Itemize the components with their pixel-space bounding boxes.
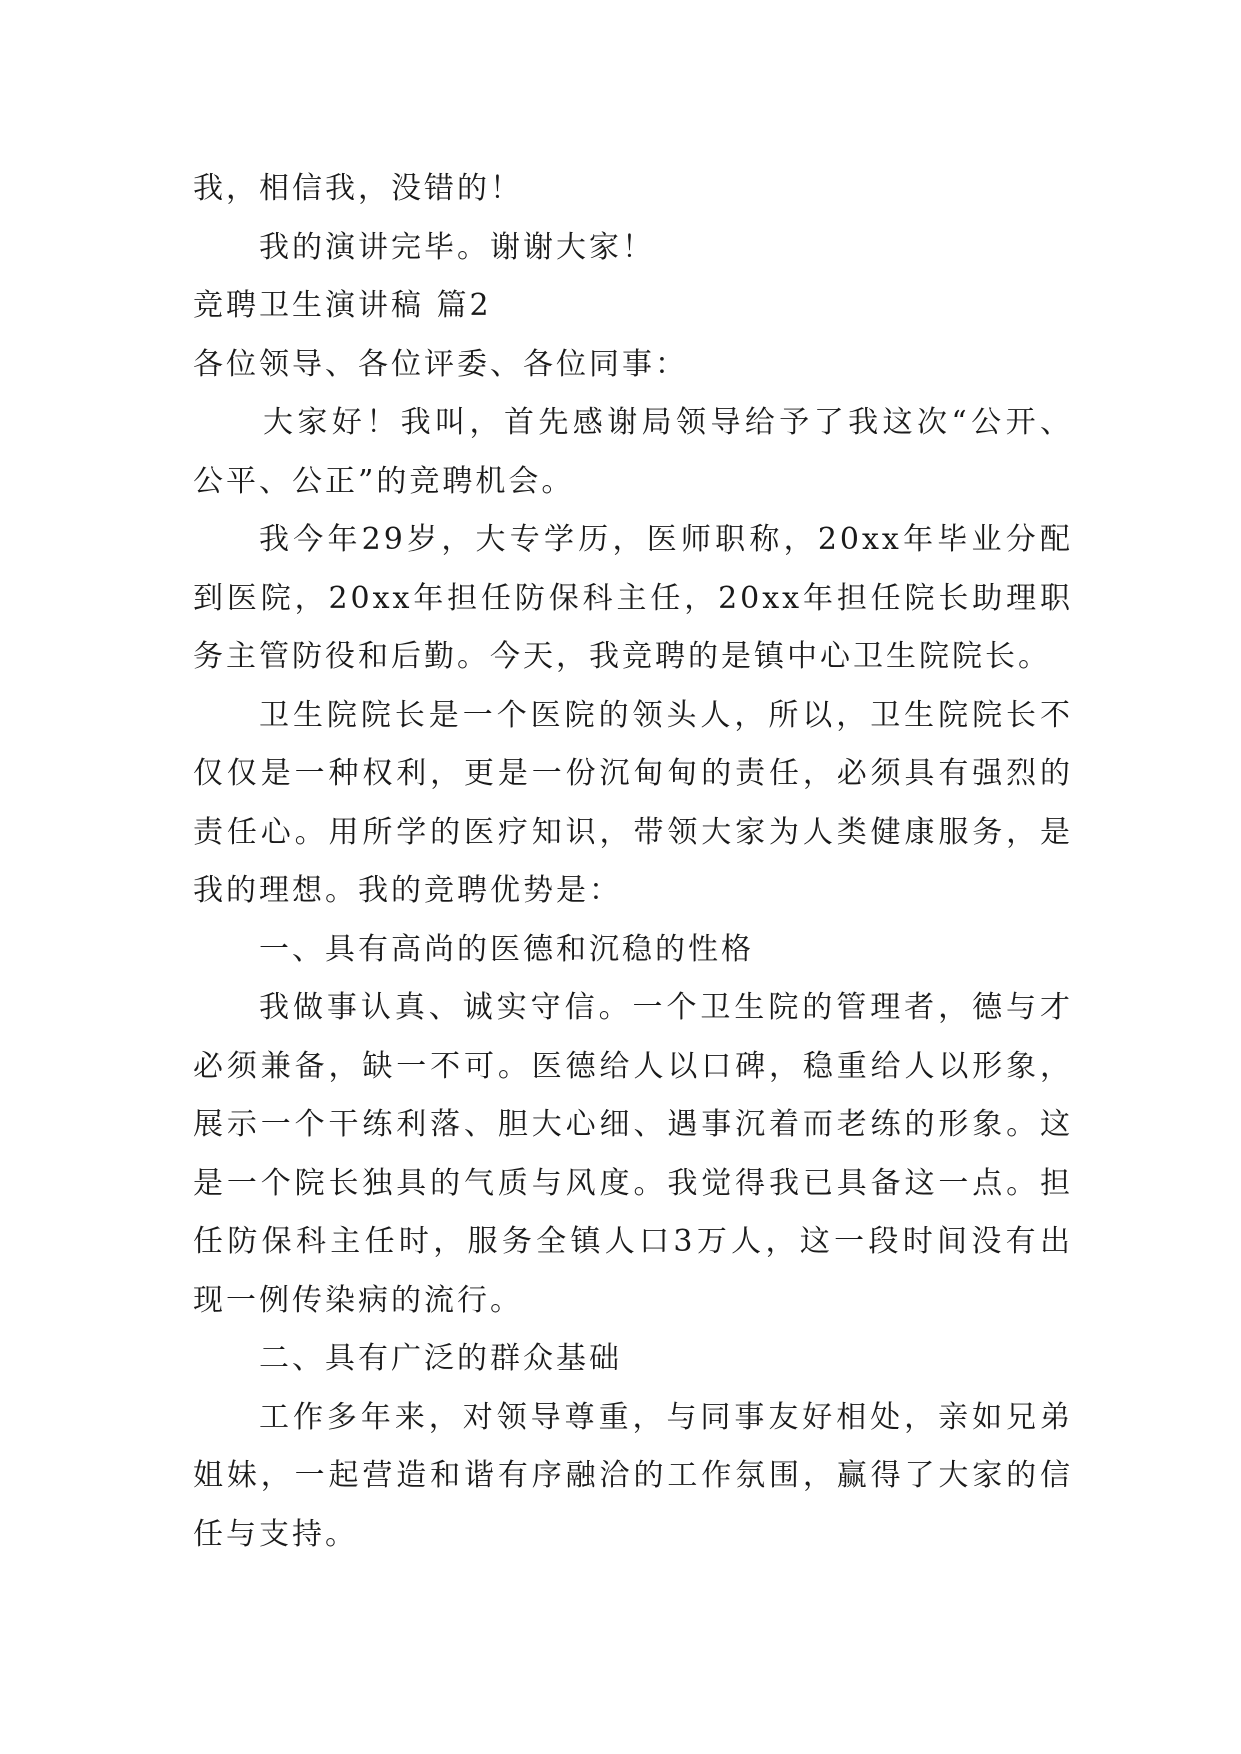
advantage-one-paragraph: 我做事认真、诚实守信。一个卫生院的管理者，德与才必须兼备，缺一不可。医德给人以口碑，稳重给人以形象，展示一个干练利落、胆大心细、遇事沉着而老练的形象。这是一个院长独具的气质与风度。我觉得我已具备这一点。担任防保科主任时，服务全镇人口3万人，这一段时间没有出现一例传染病的流行。: [193, 990, 1073, 1318]
salutation: 各位领导、各位评委、各位同事：: [193, 346, 688, 382]
role-paragraph: 卫生院院长是一个医院的领头人，所以，卫生院院长不仅仅是一种权利，更是一份沉甸甸的责任，必须具有强烈的责任心。用所学的医疗知识，带领大家为人类健康服务，是我的理想。我的竞聘优势是：: [193, 697, 1073, 908]
greeting-paragraph: 大家好！我叫，首先感谢局领导给予了我这次“公开、公平、公正”的竞聘机会。: [193, 405, 1073, 499]
document-body: [193, 160, 1073, 1564]
advantage-two-paragraph: 工作多年来，对领导尊重，与同事友好相处，亲如兄弟姐妹，一起营造和谐有序融洽的工作氛围，赢得了大家的信任与支持。: [193, 1399, 1073, 1552]
advantage-one-heading: 一、具有高尚的医德和沉稳的性格: [259, 931, 754, 967]
closing-line: 我，相信我，没错的！: [193, 171, 523, 206]
closing-thanks: 我的演讲完毕。谢谢大家！: [259, 229, 655, 265]
section-heading: 竞聘卫生演讲稿 篇2: [193, 288, 492, 323]
advantage-two-heading: 二、具有广泛的群众基础: [259, 1341, 622, 1376]
background-paragraph: 我今年29岁，大专学历，医师职称，20xx年毕业分配到医院，20xx年担任防保科主任，20xx年担任院长助理职务主管防役和后勤。今天，我竞聘的是镇中心卫生院院长。: [193, 522, 1073, 674]
